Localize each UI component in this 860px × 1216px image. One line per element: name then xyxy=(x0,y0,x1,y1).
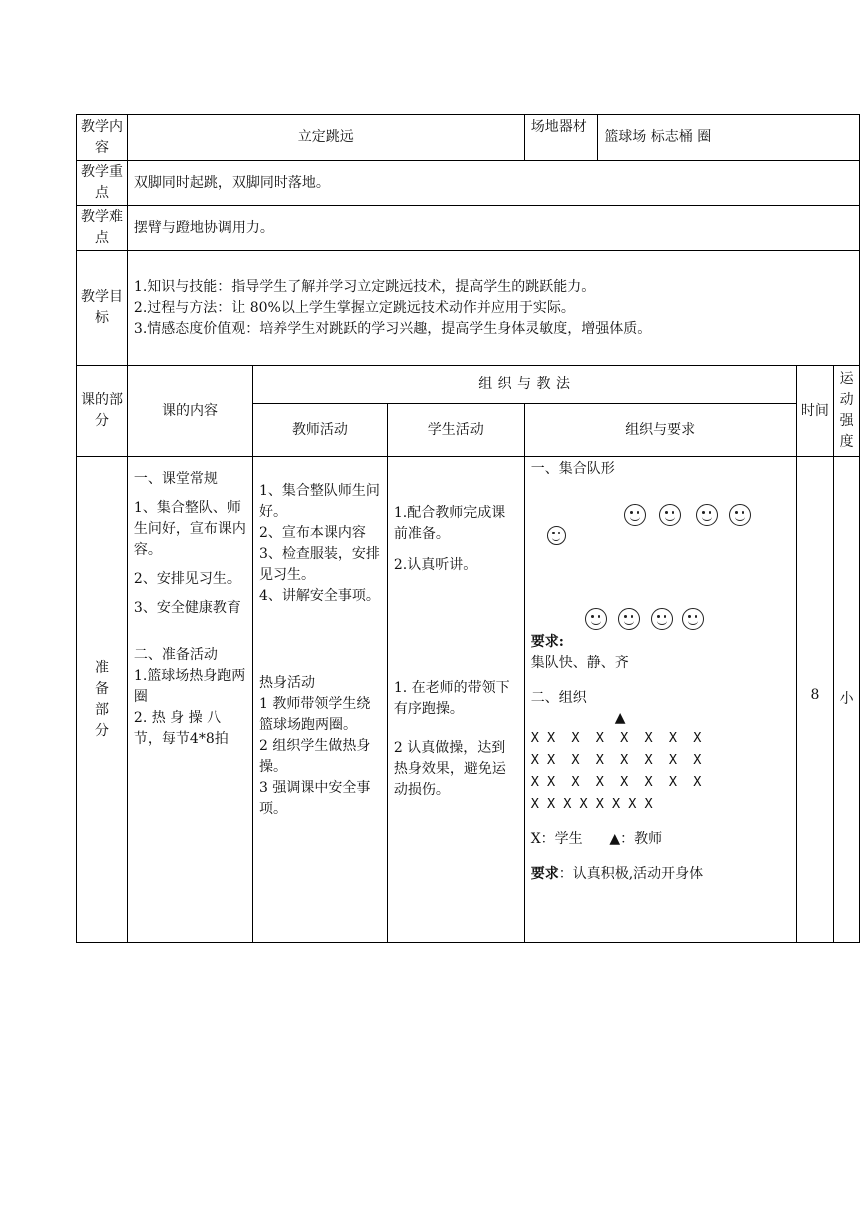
req2-text: ：认真积极,活动开身体 xyxy=(558,866,704,882)
col-intensity: 运动强度 xyxy=(834,366,860,457)
venue-label: 场地器材 xyxy=(524,115,598,161)
teacher-symbol: ▲ xyxy=(614,710,626,726)
warmup-title: 二、准备活动 xyxy=(133,647,218,663)
student-cell xyxy=(387,457,524,943)
difficulty-label: 教学难点 xyxy=(77,206,128,251)
x-row-1: X X X X X X X X xyxy=(530,730,702,746)
key-label: 教学重点 xyxy=(77,161,128,206)
part-name: 准备部分 xyxy=(77,457,128,943)
col-student: 学生活动 xyxy=(387,404,524,457)
teacher-item-4: 4、讲解安全事项。 xyxy=(259,588,380,604)
req-label: 要求: xyxy=(530,634,564,650)
lesson-plan-table xyxy=(76,114,860,943)
org-title: 二、组织 xyxy=(530,690,587,706)
lesson-plan-page xyxy=(76,114,860,943)
col-requirements: 组织与要求 xyxy=(524,404,796,457)
smiley-icon xyxy=(696,504,718,526)
col-part: 课的部分 xyxy=(77,366,128,457)
legend: X：学生 ▲：教师 xyxy=(530,831,663,847)
warmup-item-1: 1.篮球场热身跑两圈 xyxy=(133,668,246,705)
warmup-item-2: 2. 热 身 操 八节，每节4*8拍 xyxy=(133,710,229,747)
teacher-item-3: 3、检查服装，安排见习生。 xyxy=(259,546,380,583)
routine-item-2: 2、安排见习生。 xyxy=(133,571,241,587)
time-value: 8 xyxy=(796,457,833,943)
smiley-icon xyxy=(659,504,681,526)
teacher-warmup-3: 3 强调课中安全事项。 xyxy=(259,780,371,817)
teacher-item-2: 2、宣布本课内容 xyxy=(259,525,366,541)
teacher-warmup-title: 热身活动 xyxy=(259,675,315,691)
smiley-icon xyxy=(585,608,607,630)
req2-label: 要求 xyxy=(530,866,559,882)
smiley-icon xyxy=(651,608,673,630)
x-row-3: X X X X X X X X xyxy=(530,774,702,790)
col-teacher: 教师活动 xyxy=(253,404,388,457)
student-warmup-1: 1. 在老师的带领下有序跑操。 xyxy=(393,680,510,717)
student-item-2: 2.认真听讲。 xyxy=(393,557,478,573)
venue-value: 篮球场 标志桶 圈 xyxy=(598,115,860,161)
smiley-icon xyxy=(729,504,751,526)
smiley-icon xyxy=(682,608,704,630)
col-org-title: 组 织 与 教 法 xyxy=(253,366,797,404)
x-row-2: X X X X X X X X xyxy=(530,752,702,768)
key-value: 双脚同时起跳，双脚同时落地。 xyxy=(127,161,859,206)
intensity-value: 小 xyxy=(834,457,860,943)
goal-2: 2.过程与方法：让 80%以上学生掌握立定跳远技术动作并应用于实际。 xyxy=(133,299,575,316)
content-cell xyxy=(127,457,252,943)
teacher-cell xyxy=(253,457,388,943)
content-label: 教学内容 xyxy=(77,115,128,161)
requirements-cell xyxy=(524,457,796,943)
x-row-4: X X X X X X X X xyxy=(530,796,653,812)
student-item-1: 1.配合教师完成课前准备。 xyxy=(393,505,506,542)
col-time: 时间 xyxy=(796,366,833,457)
formation-diagram xyxy=(531,480,790,610)
formation-title: 一、集合队形 xyxy=(530,461,615,477)
teacher-warmup-1: 1 教师带领学生绕篮球场跑两圈。 xyxy=(259,696,371,733)
goals-label: 教学目标 xyxy=(77,251,128,366)
smiley-icon xyxy=(624,504,646,526)
smiley-icon xyxy=(618,608,640,630)
student-warmup-2: 2 认真做操，达到热身效果，避免运动损伤。 xyxy=(393,740,506,798)
col-content: 课的内容 xyxy=(127,366,252,457)
difficulty-value: 摆臂与蹬地协调用力。 xyxy=(127,206,859,251)
goals-cell xyxy=(127,251,859,366)
goal-3: 3.情感态度价值观：培养学生对跳跃的学习兴趣，提高学生身体灵敏度，增强体质。 xyxy=(133,320,652,337)
req-text: 集队快、静、齐 xyxy=(530,655,629,671)
teacher-warmup-2: 2 组织学生做热身操。 xyxy=(259,738,371,775)
routine-title: 一、课堂常规 xyxy=(133,471,218,487)
routine-item-1: 1、集合整队、师生问好，宣布课内容。 xyxy=(133,500,246,558)
teacher-item-1: 1、集合整队师生问好。 xyxy=(259,483,380,520)
routine-item-3: 3、安全健康教育 xyxy=(133,600,241,616)
goal-1: 1.知识与技能：指导学生了解并学习立定跳远技术，提高学生的跳跃能力。 xyxy=(133,278,596,295)
smiley-icon xyxy=(547,526,566,545)
content-value: 立定跳远 xyxy=(127,115,524,161)
